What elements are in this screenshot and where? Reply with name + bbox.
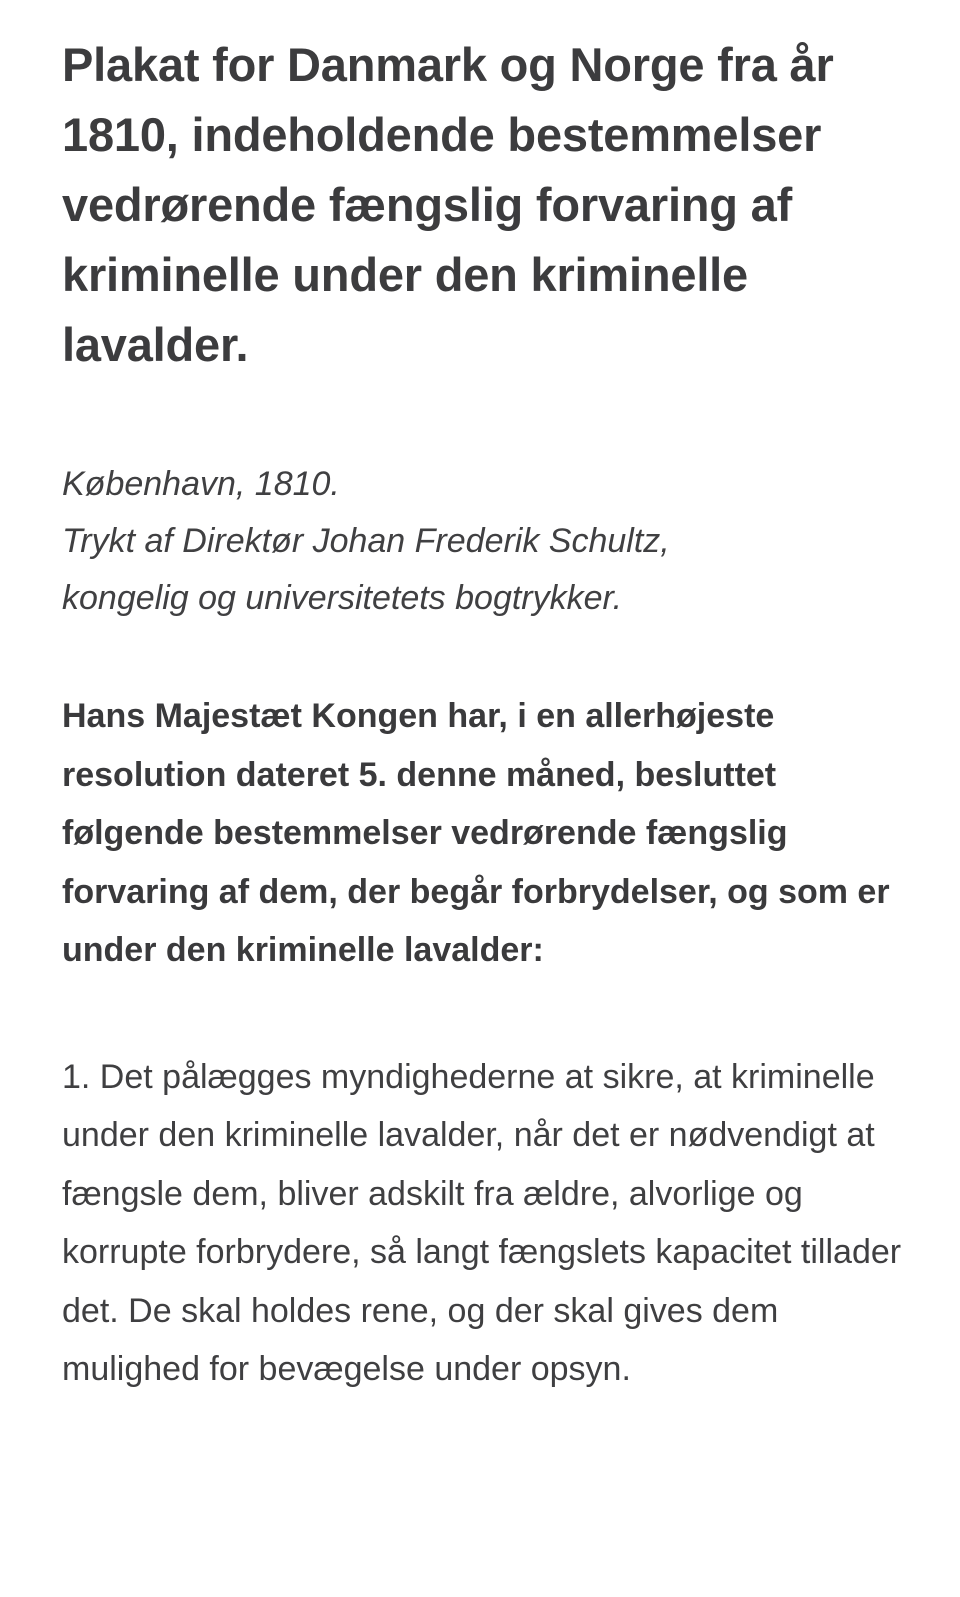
imprint-printer-line-1: Trykt af Direktør Johan Frederik Schultz, [62,522,670,560]
imprint-printer-line-2: kongelig og universitetets bogtrykker. [62,579,623,617]
preamble-paragraph: Hans Majestæt Kongen har, i en allerhøjeste resolution dateret 5. denne måned, besluttet følgende bestemmelser vedrørende fængslig forvaring af dem, der begår forbrydelser, og som er under den kriminelle lavalder: [62,697,890,969]
clause-1-paragraph: 1. Det pålægges myndighederne at sikre, at kriminelle under den kriminelle lavalder, når det er nødvendigt at fængsle dem, bliver adskilt fra ældre, alvorlige og korrupte forbrydere, så langt fængslets kapacitet tillader det. De skal holdes rene, og der skal gives dem mulighed for bevægelse under opsyn. [62,1057,902,1388]
imprint-place-year: København, 1810. [62,465,340,503]
document-title: Plakat for Danmark og Norge fra år 1810, indeholdende bestemmelser vedrørende fængslig forvaring af kriminelle under den kriminelle lavalder. [62,38,834,371]
imprint [62,456,904,627]
